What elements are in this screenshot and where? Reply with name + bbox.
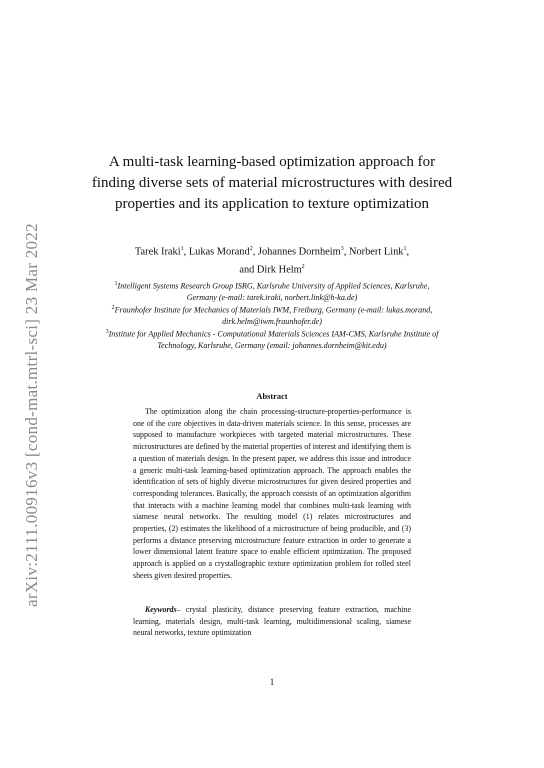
affiliation-text: Intelligent Systems Research Group ISRG, Karlsruhe University of Applied Sciences, Karlsruhe, Germany (e-mail: tarek.iraki, norbert.link@h-ka.de) <box>117 281 430 302</box>
paper-title: A multi-task learning-based optimization approach for finding diverse sets of material microstructures with desired properties and its application to texture optimization <box>91 154 453 212</box>
affiliation-text: Institute for Applied Mechanics - Computational Materials Sciences IAM-CMS, Karlsruhe Institute of Technology, Karlsruhe, Germany (email: johannes.dornheim@kit.edu) <box>108 329 439 351</box>
keywords-list: – crystal plasticity, distance preserving feature extraction, machine learning, materials design, multi-task learning, multidimensional scaling, siamese neural networks, texture optimization <box>133 605 411 638</box>
author-separator: , <box>252 246 258 258</box>
page-number: 1 <box>269 677 275 687</box>
abstract-body: The optimization along the chain processing-structure-properties-performance is one of the core objectives in data-driven materials science. In this sense, processes are supposed to manufacture workpieces with targeted material microstructures. These microstructures are defined by the material properties of interest and identifying them is a question of materials design. In the present paper, we address this issue and introduce a generic multi-task learning-based optimization approach. The approach enables the identification of sets of highly diverse microstructures for given desired properties and corresponding tolerances. Basically, the approach consists of an optimization algorithm that interacts with a machine learning model that combines multi-task learning with siamese neural networks. The resulting model (1) relates microstructures and properties, (2) estimates the likelihood of a microstructure of being producible, and (3) performs a distance preserving microstructure feature extraction in order to generate a lower dimensional latent feature space to enable efficient optimization. The proposed approach is applied on a crystallographic texture optimization problem for rolled steel sheets given desired properties. <box>133 407 411 580</box>
abstract-heading: Abstract <box>256 392 288 401</box>
affiliation-mark: 2 <box>111 305 115 312</box>
keywords-paragraph <box>133 604 411 639</box>
author-name: Lukas Morand <box>188 246 250 258</box>
affiliation-mark: 2 <box>249 246 253 252</box>
affiliation-mark: 1 <box>114 281 118 287</box>
author-list <box>100 242 444 278</box>
affiliation <box>100 279 444 303</box>
affiliation-mark: 3 <box>340 246 344 252</box>
affiliation-mark: 1 <box>403 246 407 252</box>
keywords-label: Keywords <box>145 605 177 614</box>
author-name: Norbert Link <box>348 246 404 258</box>
affiliation-list <box>100 279 444 351</box>
author-separator: , <box>343 246 349 258</box>
arxiv-identifier-stamp: arXiv:2111.00916v3 [cond-mat.mtrl-sci] 23 Mar 2022 <box>22 223 41 607</box>
author-separator: , <box>406 246 410 258</box>
author-name: Johannes Dornheim <box>257 246 341 258</box>
author-name: Tarek Iraki <box>134 246 181 258</box>
affiliation <box>100 327 444 351</box>
author-name: and Dirk Helm <box>239 264 302 276</box>
affiliation-mark: 2 <box>301 263 305 270</box>
affiliation <box>100 303 444 327</box>
author-separator: , <box>183 246 189 258</box>
affiliation-mark: 1 <box>180 246 184 252</box>
affiliation-text: Fraunhofer Institute for Mechanics of Materials IWM, Freiburg, Germany (e-mail: lukas.morand, dirk.helm@iwm.fraunhofer.de) <box>114 305 433 326</box>
affiliation-mark: 3 <box>105 329 109 336</box>
